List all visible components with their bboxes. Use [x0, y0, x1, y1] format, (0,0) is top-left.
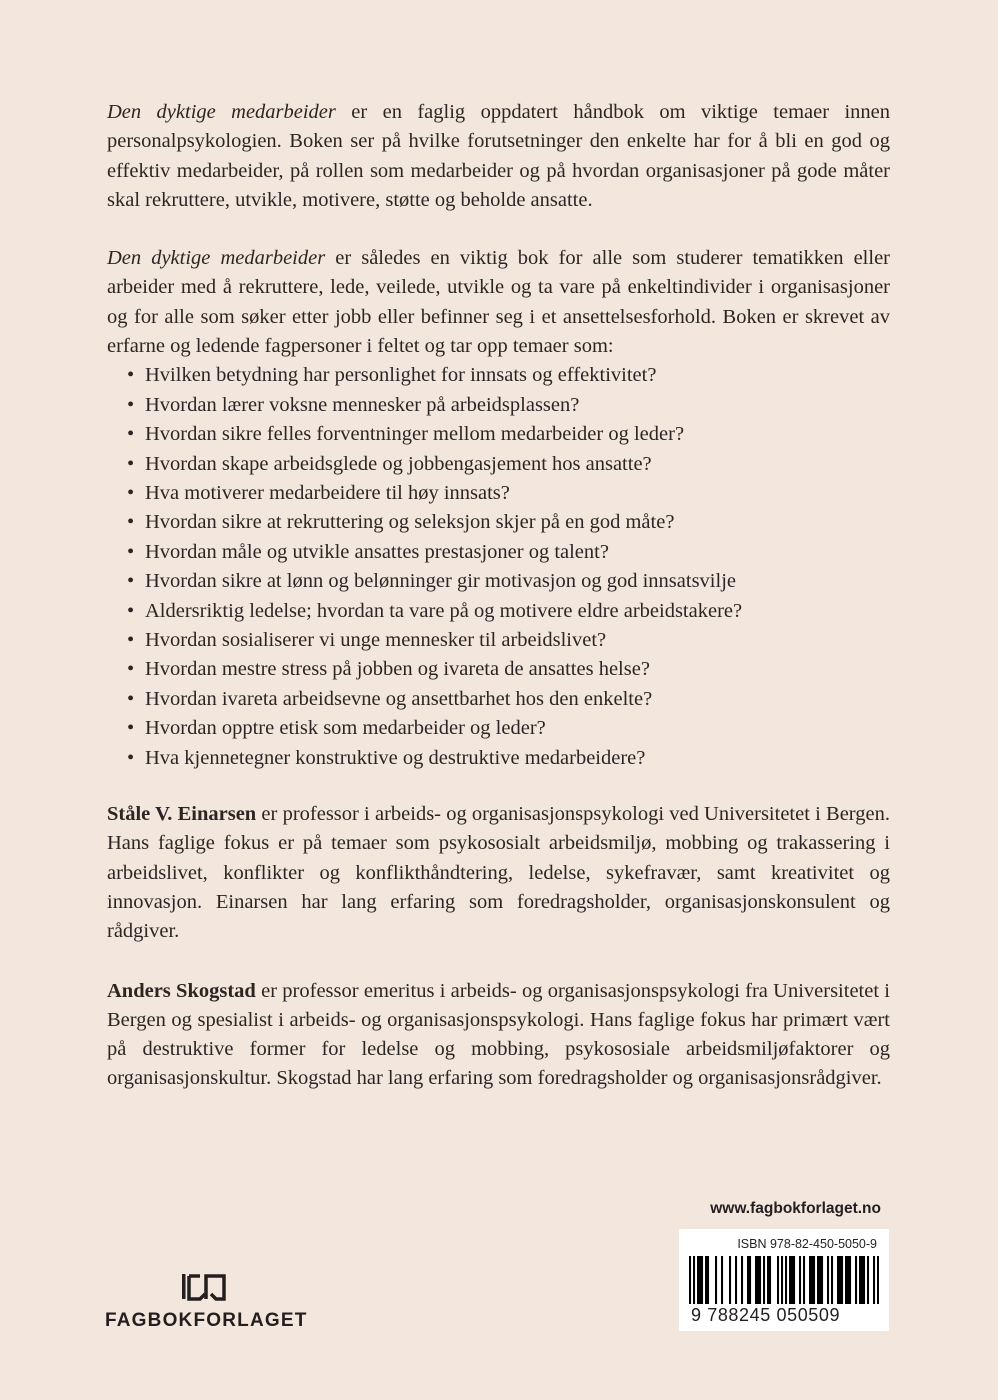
bullet-icon: •	[127, 658, 135, 681]
author-name: Anders Skogstad	[107, 979, 256, 1002]
bullet-icon: •	[127, 393, 135, 416]
topic-list	[107, 361, 890, 773]
bullet-icon: •	[127, 687, 135, 710]
topic-item: • Hvordan sikre at lønn og belønninger gir motivasjon og god innsatsvilje	[107, 567, 890, 596]
bullet-icon: •	[127, 482, 135, 504]
publisher-name: FAGBOKFORLAGET	[105, 1310, 308, 1331]
author-name: Ståle V. Einarsen	[107, 803, 257, 826]
topic-item: • Hvordan lærer voksne mennesker på arbeidsplassen?	[107, 391, 890, 420]
bullet-icon: •	[127, 452, 135, 475]
barcode-digits: 9 788245 050509	[691, 1305, 841, 1325]
summary-text: er således en viktig bok for alle som studerer tematikken eller arbeider med å rekruttere, lede, veilede, utvikle og ta vare på enkeltindivider i organisasjoner og for alle som søker etter jobb eller befinner seg i et ansettelsesforhold. Boken er skrevet av erfarne og ledende fagpersoner i feltet og tar opp temaer som:	[107, 247, 891, 358]
book-title-italic: Den dyktige medarbeider	[107, 101, 336, 123]
bullet-icon: •	[127, 629, 135, 652]
author-bio-einarsen	[107, 800, 890, 946]
bullet-icon: •	[127, 599, 135, 622]
publisher-website[interactable]: www.fagbokforlaget.no	[710, 1200, 881, 1217]
topic-item: • Hvordan måle og utvikle ansattes prestasjoner og talent?	[107, 538, 890, 567]
topic-item: • Hvordan sikre at rekruttering og seleksjon skjer på en god måte?	[107, 508, 890, 537]
topic-item: • Hvordan sosialiserer vi unge mennesker til arbeidslivet?	[107, 626, 890, 655]
author-bio-skogstad	[107, 977, 890, 1094]
bullet-icon: •	[127, 570, 135, 593]
topic-item: • Hvordan opptre etisk som medarbeider og leder?	[107, 714, 890, 743]
open-book-logo-icon	[180, 1272, 230, 1302]
topic-item: • Hvordan ivareta arbeidsevne og ansettbarhet hos den enkelte?	[107, 685, 890, 714]
author-bio-text: er professor i arbeids- og organisasjonspsykologi ved Universitetet i Bergen. Hans faglige fokus er på temaer som psykososialt arbeidsmiljø, mobbing og trakassering i arbeidslivet, konflikter og konflikthåndtering, ledelse, sykefravær, samt kreativitet og innovasjon. Einarsen har lang erfaring som foredragsholder, organisasjonskonsulent og rådgiver.	[107, 803, 890, 943]
intro-paragraph	[107, 98, 890, 215]
topic-item: • Hva kjennetegner konstruktive og destruktive medarbeidere?	[107, 744, 890, 773]
topic-item: • Hva motiverer medarbeidere til høy innsats?	[107, 479, 890, 508]
summary-paragraph	[107, 244, 890, 361]
book-title-italic: Den dyktige medarbeider	[107, 247, 326, 270]
topic-item: • Hvordan mestre stress på jobben og ivareta de ansattes helse?	[107, 655, 890, 684]
intro-text: er en faglig oppdatert håndbok om viktige temaer innen personalpsykologien. Boken ser på hvilke forutsetninger den enkelte har for å bli en god og effektiv medarbeider, på rollen som medarbeider og på hvordan organisasjoner på gode måter skal rekruttere, utvikle, motivere, støtte og beholde ansatte.	[107, 101, 891, 211]
topic-item: • Hvilken betydning har personlighet for innsats og effektivitet?	[107, 361, 890, 390]
topic-item: • Hvordan skape arbeidsglede og jobbengasjement hos ansatte?	[107, 450, 890, 479]
bullet-icon: •	[127, 717, 135, 740]
author-bio-text: er professor emeritus i arbeids- og organisasjonspsykologi fra Universitetet i Bergen og spesialist i arbeids- og organisasjonspsykologi. Hans faglige fokus har primært vært på destruktive former for ledelse og mobbing, psykososiale arbeidsmiljøfaktorer og organisasjonskultur. Skogstad har lang erfaring som foredragsholder og organisasjonsrådgiver.	[107, 979, 891, 1090]
isbn-barcode-block	[679, 1229, 889, 1331]
bullet-icon: •	[127, 364, 135, 387]
topic-item: • Aldersriktig ledelse; hvordan ta vare på og motivere eldre arbeidstakere?	[107, 597, 890, 626]
bullet-icon: •	[127, 423, 135, 446]
bullet-icon: •	[127, 511, 135, 534]
bullet-icon: •	[127, 746, 135, 769]
isbn-label: ISBN 978-82-450-5050-9	[737, 1237, 877, 1251]
bullet-icon: •	[127, 540, 135, 563]
barcode-icon	[689, 1256, 879, 1306]
back-cover-text	[107, 98, 890, 1094]
topic-item: • Hvordan sikre felles forventninger mellom medarbeider og leder?	[107, 420, 890, 449]
